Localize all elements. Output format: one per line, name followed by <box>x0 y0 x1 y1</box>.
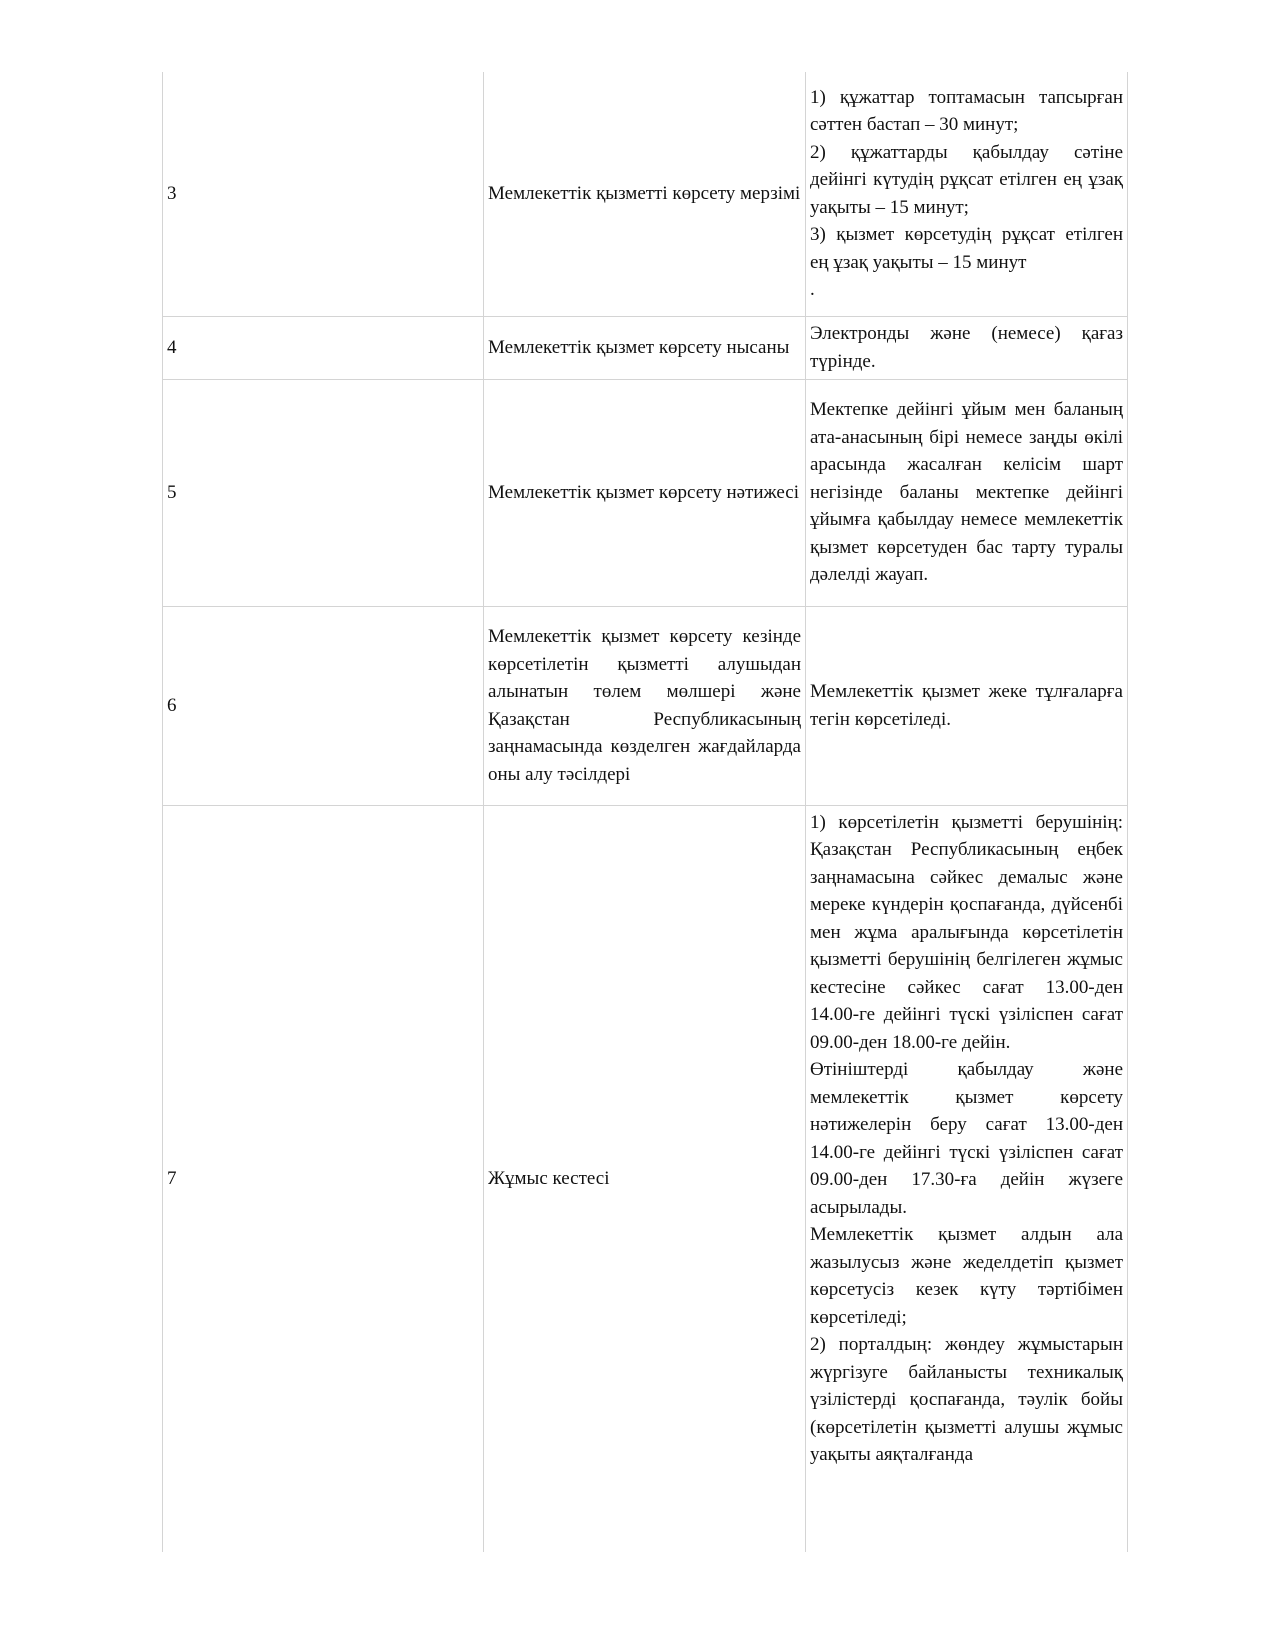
row-value <box>806 379 1128 606</box>
row-number: 3 <box>163 72 484 316</box>
row-name: Жұмыс кестесі <box>484 805 806 1552</box>
table-row <box>163 379 1128 606</box>
table-row <box>163 606 1128 805</box>
value-paragraph: 3) қызмет көрсетудің рұқсат етілген ең ұзақ уақыты – 15 минут <box>810 224 1123 273</box>
row-number: 4 <box>163 316 484 379</box>
value-paragraph: Мемлекеттік қызмет жеке тұлғаларға тегін көрсетіледі. <box>810 681 1123 730</box>
value-paragraph: 2) құжаттарды қабылдау сәтіне дейінгі күтудің рұқсат етілген ең ұзақ уақыты – 15 минут; <box>810 141 1123 218</box>
table-row <box>163 72 1128 316</box>
row-name: Мемлекеттік қызметті көрсету мерзімі <box>484 72 806 316</box>
row-number: 5 <box>163 379 484 606</box>
service-standard-table <box>162 72 1128 1552</box>
value-paragraph: 1) құжаттар топтамасын тапсырған сәттен бастап – 30 минут; <box>810 86 1123 136</box>
row-value <box>806 606 1128 805</box>
row-value <box>806 316 1128 379</box>
row-value <box>806 72 1128 316</box>
row-value <box>806 805 1128 1552</box>
table-row <box>163 316 1128 379</box>
value-paragraph: Мектепке дейінгі ұйым мен баланың ата-анасының бірі немесе заңды өкілі арасында жасалған келісім шарт негізінде баланы мектепке дейінгі ұйымға қабылдау немесе мемлекеттік қызмет көрсетуден бас тарту туралы дәлелді жауап. <box>810 399 1123 586</box>
row-name: Мемлекеттік қызмет көрсету кезінде көрсетілетін қызметті алушыдан алынатын төлем мөлшері және Қазақстан Республикасының заңнамасында көзделген жағдайларда оны алу тәсілдері <box>484 606 806 805</box>
value-paragraph: Мемлекеттік қызмет алдын ала жазылусыз және жеделдетіп қызмет көрсетусіз кезек күту тәртібімен көрсетіледі; <box>810 1224 1123 1328</box>
row-number: 6 <box>163 606 484 805</box>
value-paragraph: 1) көрсетілетін қызметті берушінің: Қазақстан Республикасының еңбек заңнамасына сәйкес демалыс және мереке күндерін қоспағанда, дүйсенбі мен жұма аралығында көрсетілетін қызметті берушінің белгілеген жұмыс кестесіне сәйкес сағат 13.00-ден 14.00-ге дейінгі түскі үзіліспен сағат 09.00-ден 18.00-ге дейін. <box>810 811 1123 1053</box>
value-paragraph: Электронды және (немесе) қағаз түрінде. <box>810 323 1123 372</box>
table-row <box>163 805 1128 1552</box>
value-paragraph: 2) порталдың: жөндеу жұмыстарын жүргізуге байланысты техникалық үзілістерді қоспағанда, тәулік бойы (көрсетілетін қызметті алушы жұмыс уақыты аяқталғанда <box>810 1334 1123 1465</box>
row-number: 7 <box>163 805 484 1552</box>
row-name: Мемлекеттік қызмет көрсету нәтижесі <box>484 379 806 606</box>
value-paragraph: Өтініштерді қабылдау және мемлекеттік қызмет көрсету нәтижелерін беру сағат 13.00-ден 14.00-ге дейінгі түскі үзіліспен сағат 09.00-ден 17.30-ға дейін жүзеге асырылады. <box>810 1059 1123 1218</box>
value-paragraph: . <box>810 279 815 301</box>
row-name: Мемлекеттік қызмет көрсету нысаны <box>484 316 806 379</box>
